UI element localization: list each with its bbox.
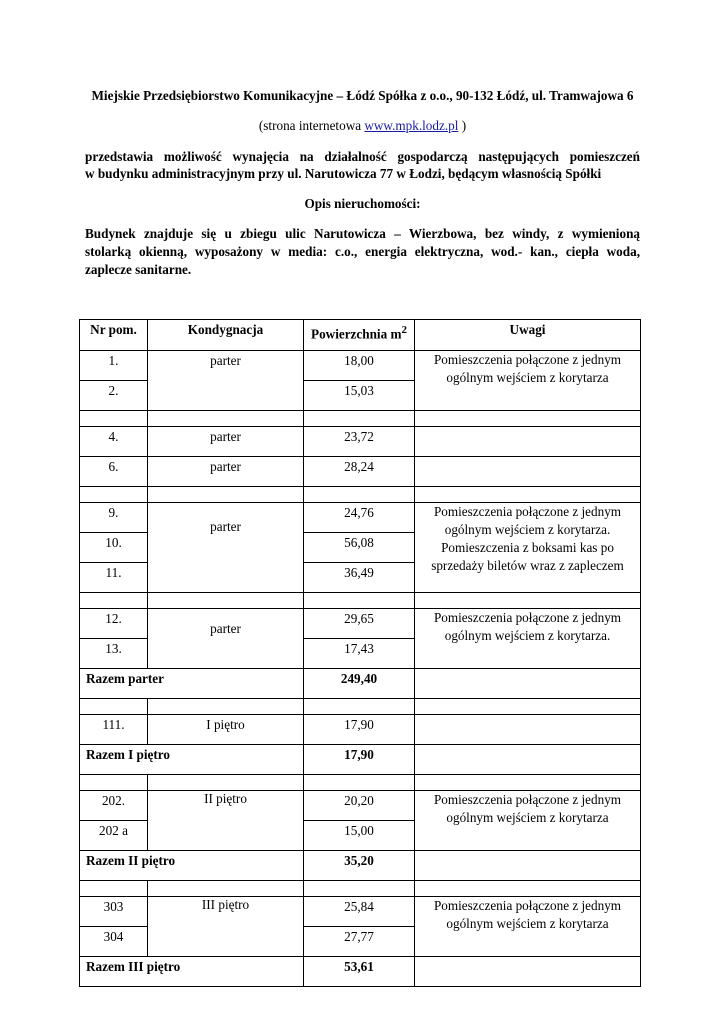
cell-note: Pomieszczenia połączone z jednym ogólnym wejściem z korytarza. Pomieszczenia z boksami kas po sprzedaży biletów wraz z zapleczem [415, 503, 641, 593]
cell-nr: 13. [80, 639, 148, 669]
rooms-table [79, 319, 641, 987]
spacer-row [80, 699, 641, 715]
cell-area: 15,03 [304, 381, 415, 411]
summary-area: 17,90 [304, 745, 415, 775]
table-row [80, 897, 641, 927]
cell-floor: parter [148, 351, 304, 411]
cell-area: 29,65 [304, 609, 415, 639]
spacer-row [80, 775, 641, 791]
cell-floor: parter [148, 427, 304, 457]
summary-row [80, 851, 641, 881]
summary-row [80, 957, 641, 987]
summary-area: 53,61 [304, 957, 415, 987]
cell-area: 27,77 [304, 927, 415, 957]
cell-nr: 6. [80, 457, 148, 487]
company-header: Miejskie Przedsiębiorstwo Komunikacyjne – Łódź Spółka z o.o., 90-132 Łódź, ul. Tramwajowa 6 [91, 88, 634, 103]
cell-note: Pomieszczenia połączone z jednym ogólnym wejściem z korytarza [415, 897, 641, 957]
cell-note: Pomieszczenia połączone z jednym ogólnym wejściem z korytarza [415, 351, 641, 411]
cell-nr: 111. [80, 715, 148, 745]
cell-nr: 1. [80, 351, 148, 381]
table-row [80, 457, 641, 487]
cell-area: 24,76 [304, 503, 415, 533]
cell-area: 23,72 [304, 427, 415, 457]
header-powierzchnia: Powierzchnia $m^2$ [304, 320, 415, 351]
header-sup: 2 [401, 324, 407, 336]
table-row [80, 351, 641, 381]
cell-note [415, 457, 641, 487]
cell-note: Pomieszczenia połączone z jednym ogólnym wejściem z korytarza. [415, 609, 641, 669]
cell-area: 15,00 [304, 821, 415, 851]
cell-floor: parter [148, 503, 304, 593]
description-heading: Opis nieruchomości: [304, 196, 421, 211]
website-prefix: (strona internetowa [258, 118, 365, 133]
description-line-2: stolarką okienną, wyposażony w media: c.o., energia elektryczna, wod.- kan., ciepła woda, [85, 244, 640, 259]
cell-floor: parter [148, 457, 304, 487]
website-suffix: ) [458, 118, 467, 133]
summary-note [415, 851, 641, 881]
offer-line-2: w budynku administracyjnym przy ul. Narutowicza 77 w Łodzi, będącym własnością Spółki [85, 166, 602, 181]
header-uwagi: Uwagi [415, 320, 641, 351]
table-row [80, 715, 641, 745]
summary-label: Razem I piętro [80, 745, 304, 775]
spacer-row [80, 411, 641, 427]
cell-area: 28,24 [304, 457, 415, 487]
cell-nr: 12. [80, 609, 148, 639]
summary-note [415, 745, 641, 775]
cell-nr: 9. [80, 503, 148, 533]
cell-nr: 303 [80, 897, 148, 927]
cell-note: Pomieszczenia połączone z jednym ogólnym wejściem z korytarza [415, 791, 641, 851]
summary-label: Razem II piętro [80, 851, 304, 881]
spacer-row [80, 881, 641, 897]
website-line [0, 117, 725, 134]
summary-label: Razem parter [80, 669, 304, 699]
table-header-row [80, 320, 641, 351]
cell-nr: 202. [80, 791, 148, 821]
cell-area: 25,84 [304, 897, 415, 927]
table-row [80, 609, 641, 639]
description-line-3: zaplecze sanitarne. [85, 262, 192, 277]
cell-note [415, 715, 641, 745]
cell-area: 17,90 [304, 715, 415, 745]
cell-area: 36,49 [304, 563, 415, 593]
summary-note [415, 957, 641, 987]
spacer-row [80, 593, 641, 609]
table-row [80, 791, 641, 821]
cell-area: 17,43 [304, 639, 415, 669]
cell-nr: 2. [80, 381, 148, 411]
cell-nr: 202 a [80, 821, 148, 851]
offer-line-1: przedstawia możliwość wynajęcia na działalność gospodarczą następujących pomieszczeń [85, 149, 640, 164]
cell-nr: 4. [80, 427, 148, 457]
cell-floor: II piętro [148, 791, 304, 851]
cell-area: 56,08 [304, 533, 415, 563]
cell-floor: I piętro [148, 715, 304, 745]
summary-note [415, 669, 641, 699]
summary-row [80, 745, 641, 775]
website-link[interactable]: www.mpk.lodz.pl [364, 118, 459, 133]
header-nr: Nr pom. [80, 320, 148, 351]
cell-floor: III piętro [148, 897, 304, 957]
cell-nr: 10. [80, 533, 148, 563]
table-row [80, 503, 641, 533]
cell-nr: 304 [80, 927, 148, 957]
summary-area: 249,40 [304, 669, 415, 699]
summary-label: Razem III piętro [80, 957, 304, 987]
summary-row [80, 669, 641, 699]
header-kondygnacja: Kondygnacja [148, 320, 304, 351]
cell-area: 20,20 [304, 791, 415, 821]
cell-note [415, 427, 641, 457]
cell-nr: 11. [80, 563, 148, 593]
description-line-1: Budynek znajduje się u zbiegu ulic Narutowicza – Wierzbowa, bez windy, z wymienioną [85, 226, 640, 241]
spacer-row [80, 487, 641, 503]
table-row [80, 427, 641, 457]
cell-floor: parter [148, 609, 304, 669]
summary-area: 35,20 [304, 851, 415, 881]
cell-area: 18,00 [304, 351, 415, 381]
